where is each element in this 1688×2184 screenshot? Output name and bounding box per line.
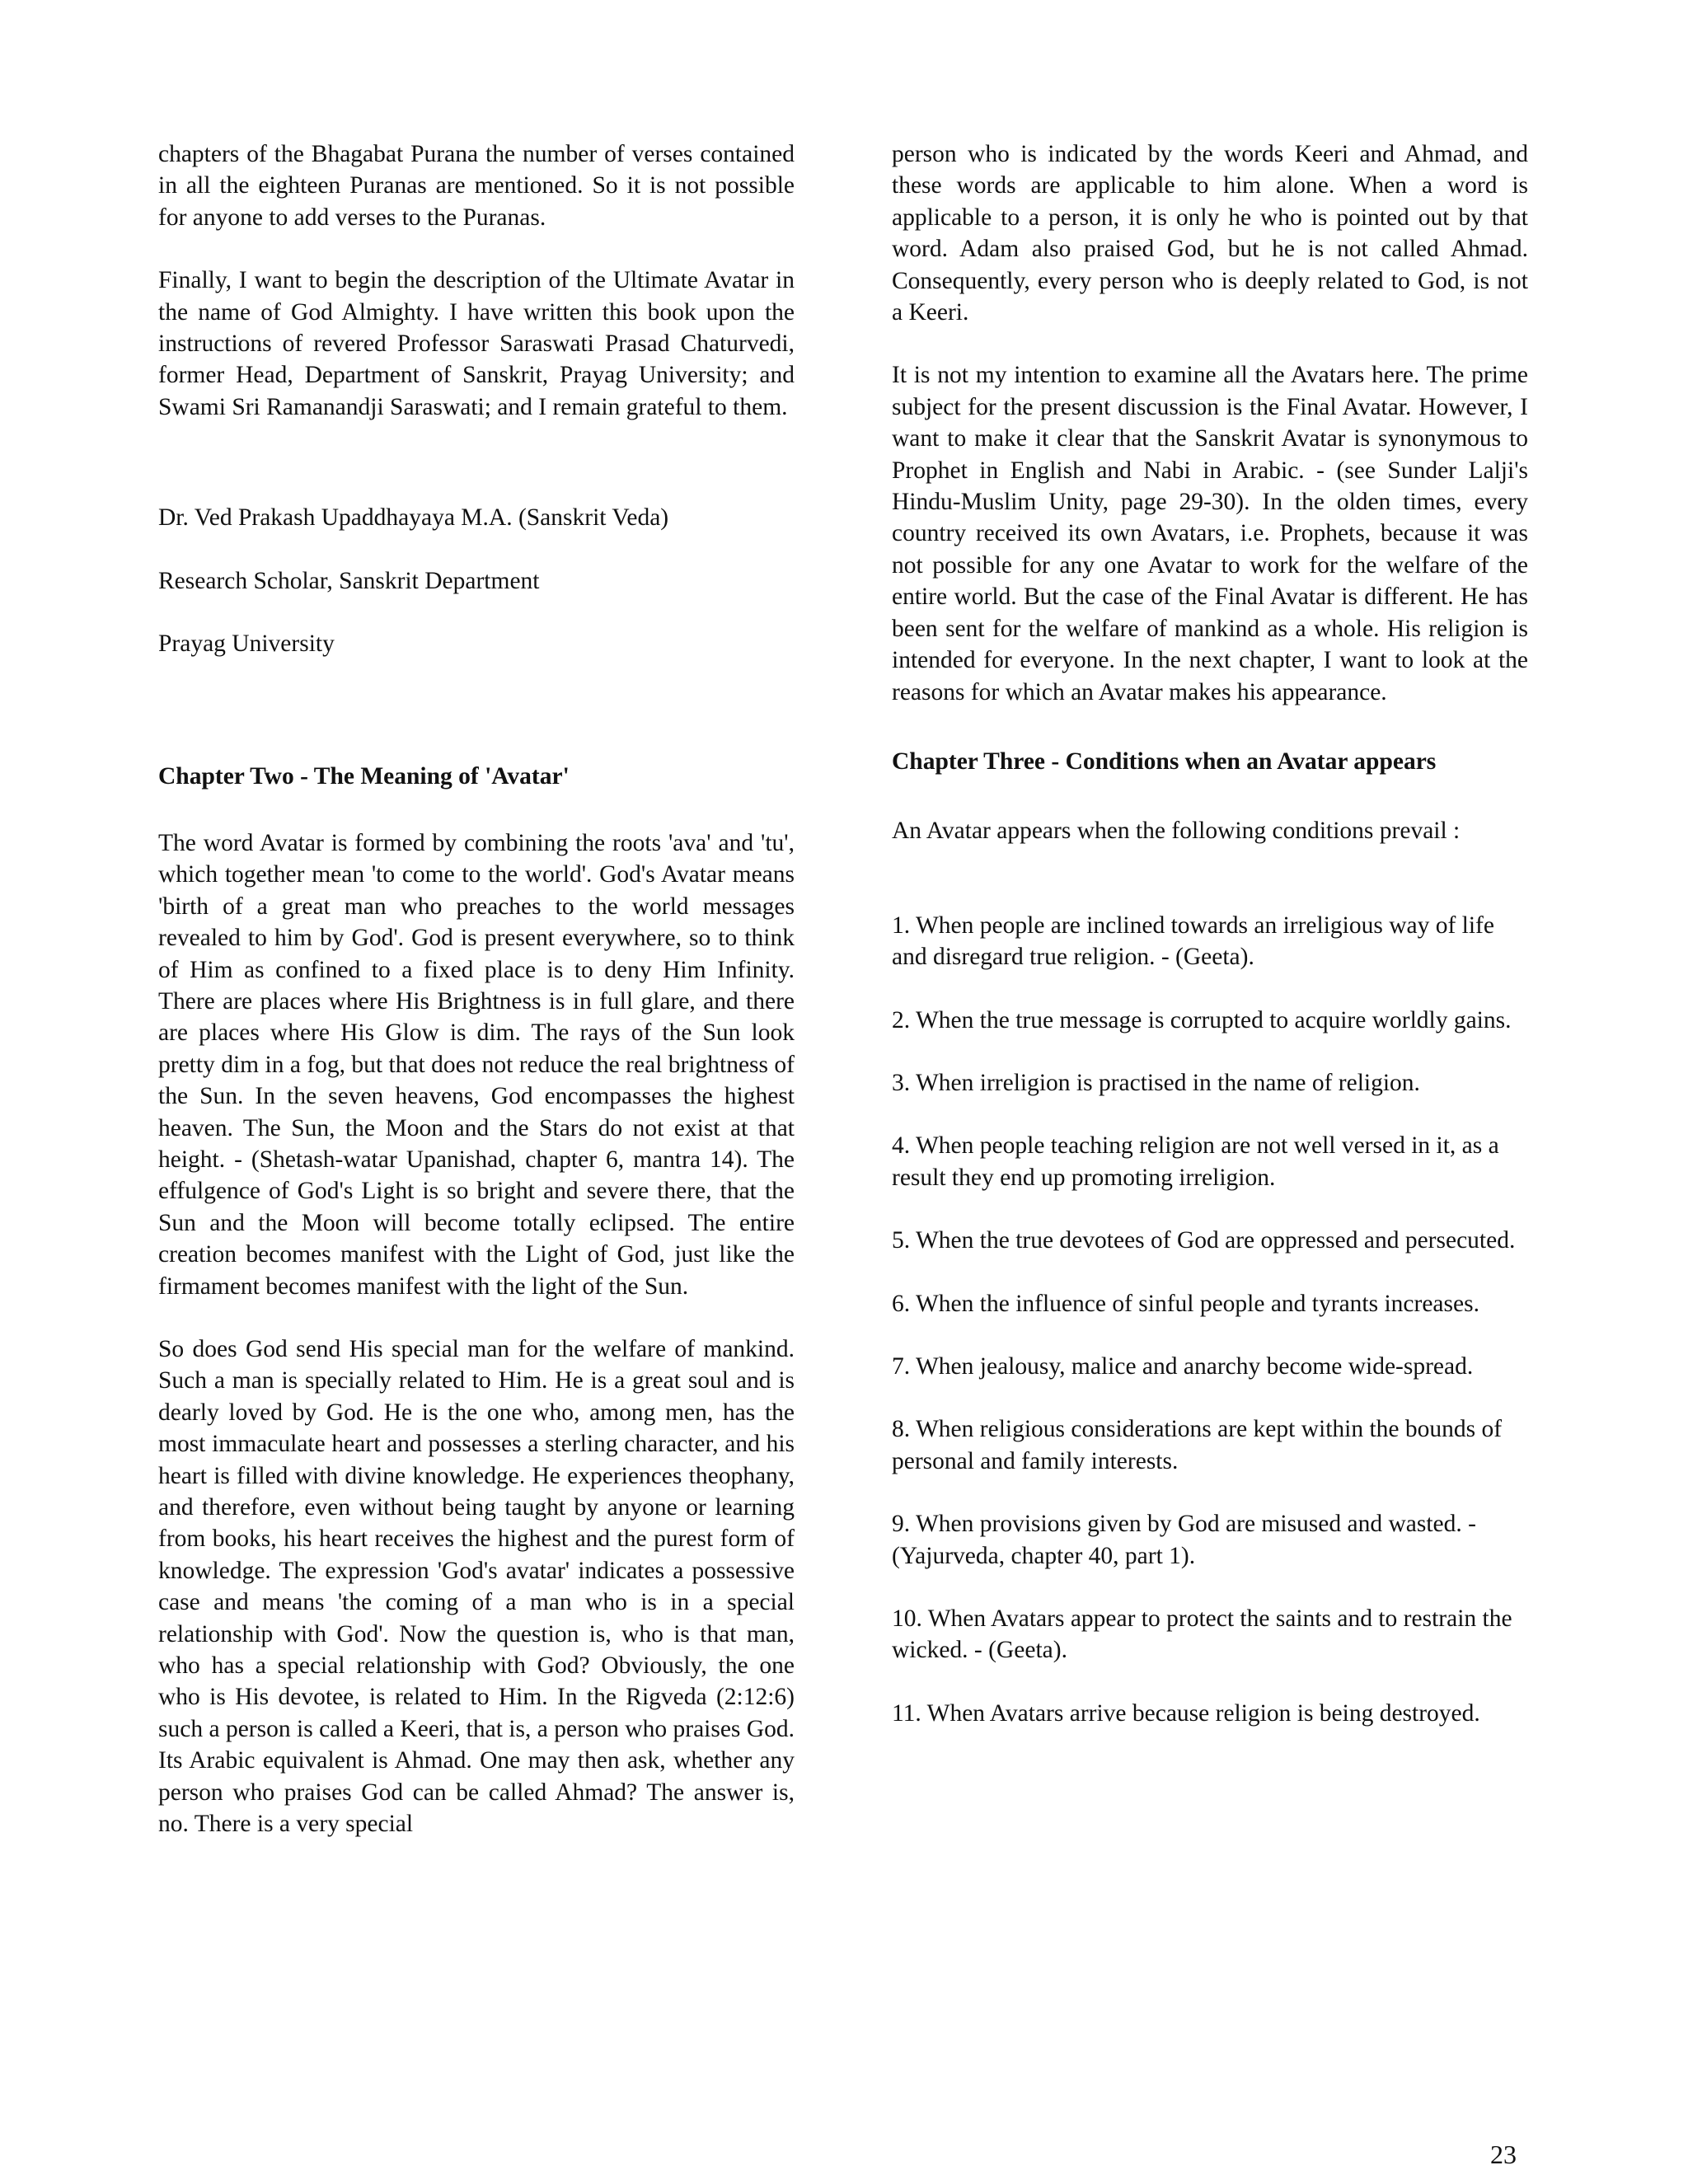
left-column (158, 138, 795, 1840)
signature-name: Dr. Ved Prakash Upaddhayaya M.A. (Sanskrit Veda) (158, 504, 669, 532)
paragraph-acknowledgement: Finally, I want to begin the description of the Ultimate Avatar in the name of God Almighty. I have written this book upon the instructions of revered Professor Saraswati Prasad Chaturvedi, former Head, Department of Sanskrit, Prayag University; and Swami Sri Ramanandji Saraswati; and I remain grateful to them. (158, 267, 795, 420)
list-item: 5. When the true devotees of God are oppressed and persecuted. (892, 1227, 1516, 1254)
list-item: 3. When irreligion is practised in the name of religion. (892, 1069, 1420, 1096)
paragraph-final-avatar: It is not my intention to examine all the Avatars here. The prime subject for the present discussion is the Final Avatar. However, I want to make it clear that the Sanskrit Avatar is synonymous to Prophet in English and Nabi in Arabic. - (see Sunder Lalji's Hindu-Muslim Unity, page 29-30). In the olden times, every country received its own Avatars, i.e. Prophets, because it was not possible for any one Avatar to work for the welfare of the entire world. But the case of the Final Avatar is different. He has been sent for the welfare of mankind as a whole. His religion is intended for everyone. In the next chapter, I want to look at the reasons for which an Avatar makes his appearance. (892, 362, 1528, 705)
page-number: 23 (1490, 2139, 1517, 2169)
chapter-three-heading: Chapter Three - Conditions when an Avatar appears (892, 748, 1437, 775)
chapter-two-heading: Chapter Two - The Meaning of 'Avatar' (158, 763, 570, 790)
list-item: 6. When the influence of sinful people and tyrants increases. (892, 1290, 1479, 1317)
signature-institution: Prayag University (158, 630, 335, 658)
list-item: 10. When Avatars appear to protect the saints and to restrain the wicked. - (Geeta). (892, 1605, 1512, 1664)
list-item: 7. When jealousy, malice and anarchy become wide-spread. (892, 1352, 1474, 1380)
list-item: 4. When people teaching religion are not well versed in it, as a result they end up promoting irreligion. (892, 1132, 1499, 1191)
right-column (892, 138, 1528, 1729)
list-item: 2. When the true message is corrupted to acquire worldly gains. (892, 1006, 1512, 1033)
list-item: 9. When provisions given by God are misused and wasted. - (Yajurveda, chapter 40, part 1). (892, 1511, 1476, 1569)
list-item: 1. When people are inclined towards an irreligious way of life and disregard true religion. - (Geeta). (892, 912, 1494, 971)
paragraph-puranas-verses: chapters of the Bhagabat Purana the number of verses contained in all the eighteen Puranas are mentioned. So it is not possible for anyone to add verses to the Puranas. (158, 141, 795, 231)
conditions-intro: An Avatar appears when the following conditions prevail : (892, 818, 1461, 845)
conditions-list (892, 910, 1528, 1730)
paragraph-keeri-ahmad: person who is indicated by the words Keeri and Ahmad, and these words are applicable to him alone. When a word is applicable to a person, it is only he who is pointed out by that word. Adam also praised God, but he is not called Ahmad. Consequently, every person who is deeply related to God, is not a Keeri. (892, 141, 1528, 326)
list-item: 11. When Avatars arrive because religion is being destroyed. (892, 1699, 1480, 1727)
paragraph-special-man: So does God send His special man for the welfare of mankind. Such a man is specially related to Him. He is a great soul and is dearly loved by God. He is the one who, among men, has the most immaculate heart and possesses a sterling character, and his heart is filled with divine knowledge. He experiences theophany, and therefore, even without being taught by anyone or learning from books, his heart receives the highest and the purest form of knowledge. The expression 'God's avatar' indicates a possessive case and means 'the coming of a man who is in a special relationship with God'. Now the question is, who is that man, who has a special relationship with God? Obviously, the one who is His devotee, is related to Him. In the Rigveda (2:12:6) such a person is called a Keeri, that is, a person who praises God. Its Arabic equivalent is Ahmad. One may then ask, whether any person who praises God can be called Ahmad? The answer is, no. There is a very special (158, 1335, 795, 1838)
list-item: 8. When religious considerations are kept within the bounds of personal and family interests. (892, 1416, 1503, 1474)
paragraph-avatar-meaning: The word Avatar is formed by combining the roots 'ava' and 'tu', which together mean 'to come to the world'. God's Avatar means 'birth of a great man who preaches to the world messages revealed to him by God'. God is present everywhere, so to think of Him as confined to a fixed place is to deny Him Infinity. There are places where His Brightness is in full glare, and there are places where His Glow is dim. The rays of the Sun look pretty dim in a fog, but that does not reduce the real brightness of the Sun. In the seven heavens, God encompasses the highest heaven. The Sun, the Moon and the Stars do not exist at that height. - (Shetash-watar Upanishad, chapter 6, mantra 14). The effulgence of God's Light is so bright and severe there, that the Sun and the Moon will become totally eclipsed. The entire creation becomes manifest with the Light of God, just like the firmament becomes manifest with the light of the Sun. (158, 829, 795, 1300)
signature-role: Research Scholar, Sanskrit Department (158, 567, 540, 594)
